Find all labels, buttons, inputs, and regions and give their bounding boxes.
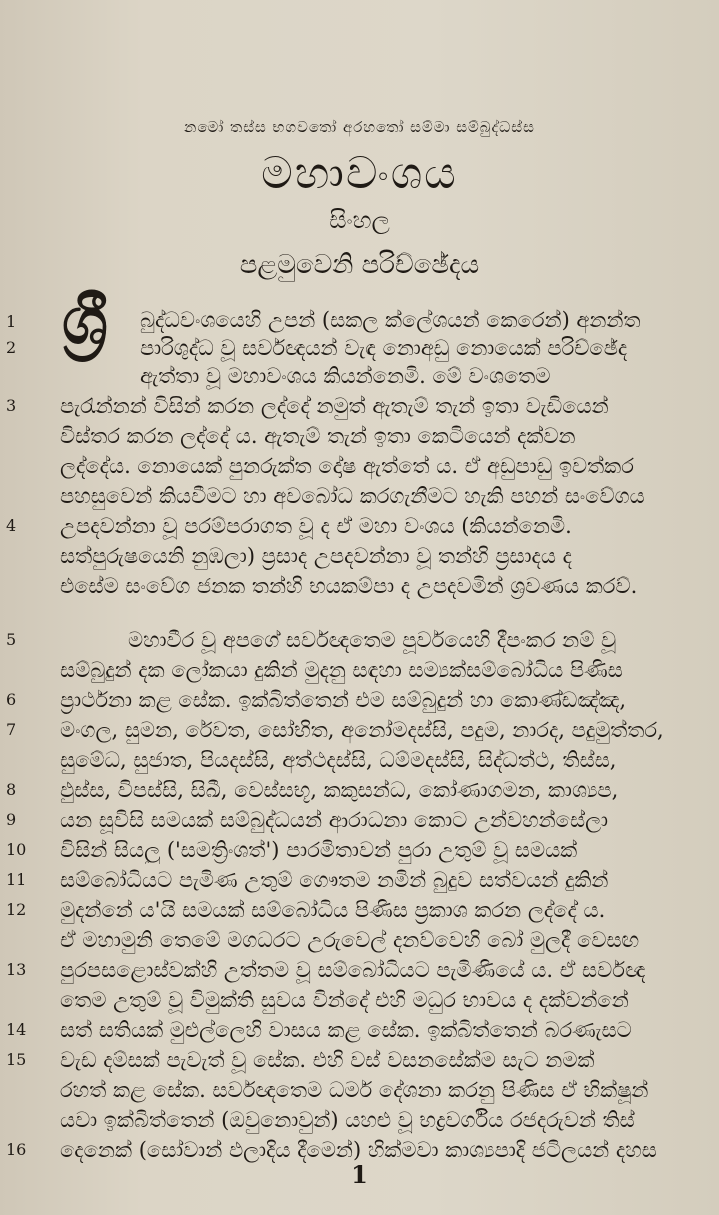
verse-number: 5 bbox=[6, 630, 17, 649]
text-line: තෙම උතුම් වූ විමුක්ති සුවය වින්දේ එහි මධුර භාවය ද දක්වන්නේ bbox=[60, 988, 629, 1012]
text-line: පැරැන්නන් විසින් කරන ලද්දේ නමුත් ඇතැම් තැන් ඉතා වැඩියෙන් bbox=[60, 394, 609, 418]
page-number: 1 bbox=[351, 1160, 368, 1189]
verse-number: 10 bbox=[6, 840, 27, 859]
text-line: මුදන්නේ ය'යි සමයක් සම්බෝධිය පිණිස ප්‍රකාශ කරන ලද්දේ ය. bbox=[60, 898, 606, 922]
text-line: ලද්දේය. නොයෙක් පුනරුක්ත දෝෂ ඇත්තේ ය. ඒ අඩුපාඩු ඉවත්කර bbox=[60, 454, 634, 478]
chapter-heading: පළමුවෙනි පරිච්ඡේදය bbox=[239, 250, 480, 280]
text-line: වැඩ දම්සක් පැවැත් වූ සේක. එහි වස් වසනසේක්ම සැට නමක් bbox=[60, 1048, 595, 1072]
verse-number: 4 bbox=[6, 516, 17, 535]
text-line: මංගල, සුමන, රේවත, සෝභිත, අනෝමදස්සි, පදුම, නාරද, පදුමුත්තර, bbox=[60, 718, 664, 742]
text-line: පහසුවෙන් කියවීමට හා අවබෝධ කරගැනීමට හැකි පහන් සංවේගය bbox=[60, 484, 645, 508]
text-line: පාරිශුද්ධ වූ සර්වඥයන් වැඳ නොඅඩු නොයෙක් පරිච්ඡේද bbox=[140, 336, 628, 360]
text-line: සත්පුරුෂයෙනි නුඹලා) ප්‍රසාද උපදවන්නා වූ තන්හි ප්‍රසාදය ද bbox=[60, 544, 572, 568]
text-line: සත් සතියක් මුළුල්ලෙහි වාසය කළ සේක. ඉක්බිත්තෙන් බරණැසට bbox=[60, 1018, 632, 1042]
text-line: සුමේධ, සුජාත, පියදස්සි, අත්ථදස්සි, ධම්මදස්සි, සිද්ධත්ථ, තිස්ස, bbox=[60, 748, 617, 772]
verse-number: 8 bbox=[6, 780, 17, 799]
verse-number: 14 bbox=[6, 1020, 27, 1039]
text-line: එසේම සංවේග ජනක තන්හි භයකම්පා ද උපදවමින් ශ්‍රවණය කරව්. bbox=[60, 574, 638, 598]
verse-number: 16 bbox=[6, 1140, 27, 1159]
text-line: බුද්ධවංශයෙහි උපන් (සකල ක්ලේශයන් කෙරෙන්) අනන්ත bbox=[140, 308, 641, 332]
text-line: යවා ඉක්බිත්තෙන් (ඔවුනොවුන්) යහළු වූ භද්‍රවර්ගිය රජදරුවන් තිස් bbox=[60, 1108, 635, 1132]
text-line: ඵුස්ස, විපස්සි, සිඛී, වෙස්සභූ, කකුසන්ධ, කෝණාගමන, කාශ්‍යප, bbox=[60, 778, 619, 802]
invocation-line: නමෝ තස්ස භගවතෝ අරහතෝ සම්මා සම්බුද්ධස්ස bbox=[184, 118, 535, 136]
text-line: ප්‍රාර්ථනා කළ සේක. ඉක්බිත්තෙන් එම සම්බුදුන් හා කොණ්ඩඤ්ඤ, bbox=[60, 688, 627, 712]
text-line: විස්තර කරන ලද්දේ ය. ඇතැම් තැන් ඉතා කෙටියෙන් දක්වන bbox=[60, 424, 576, 448]
verse-number: 9 bbox=[6, 810, 17, 829]
text-line: රහත් කළ සේක. සර්වඥතෙම ධර්ම දේශනා කරනු පිණිස ඒ භික්ෂූන් bbox=[60, 1078, 649, 1102]
text-line: විසින් සියලු ('සමත්‍රිංශත්') පාරමිතාවන් පුරා උතුම් වූ සමයක් bbox=[60, 838, 578, 862]
text-line: සම්බුදුන් දක ලෝකයා දුකින් මුදනු සඳහා සම්‍යක්සම්බෝධිය පිණිස bbox=[60, 658, 623, 682]
verse-number: 3 bbox=[6, 396, 17, 415]
text-line: දෙනෙක් (සෝවාන් ඵලාදිය දීමෙන්) හික්මවා කාශ්‍යපාදි ජටිලයන් දහස bbox=[60, 1138, 657, 1162]
verse-number: 13 bbox=[6, 960, 27, 979]
subtitle: සිංහල bbox=[329, 206, 390, 234]
verse-number: 12 bbox=[6, 900, 27, 919]
text-line: පුරපසළොස්වක්හි උත්තම වූ සම්බෝධියට පැමිණියේ ය. ඒ සර්වඥ bbox=[60, 958, 646, 982]
text-line: ඒ මහාමුනි තෙමේ මගධරට උරුවෙල් දනව්වෙහි බෝ මුලදී වෙසඟ bbox=[60, 928, 640, 952]
verse-number: 6 bbox=[6, 690, 17, 709]
verse-number: 7 bbox=[6, 720, 17, 739]
text-line: සම්බෝධියට පැමිණ උතුම් ගෞතම නමින් බුදුව සත්වයන් දුකින් bbox=[60, 868, 609, 892]
text-line: ඇත්තා වූ මහාවංශය කියන්නෙමි. මේ වංශතෙම bbox=[140, 364, 551, 388]
verse-number: 15 bbox=[6, 1050, 27, 1069]
drop-cap: ශ්‍රී bbox=[62, 284, 108, 359]
verse-number: 1 bbox=[6, 312, 17, 331]
text-line: උපදවන්නා වූ පරම්පරාගත වූ ද ඒ මහා වංශය (කියන්නෙමි. bbox=[60, 514, 572, 538]
verse-number: 2 bbox=[6, 338, 17, 357]
text-line: යන සූවිසි සමයක් සම්බුද්ධයන් ආරාධනා කොට උන්වහන්සේලා bbox=[60, 808, 609, 832]
text-line: මහාවීර වූ අපගේ සර්වඥතෙම පූර්වයෙහි දීපංකර නම් වූ bbox=[128, 628, 617, 652]
verse-number: 11 bbox=[6, 870, 27, 889]
page-title: මහාවංශය bbox=[261, 148, 458, 199]
